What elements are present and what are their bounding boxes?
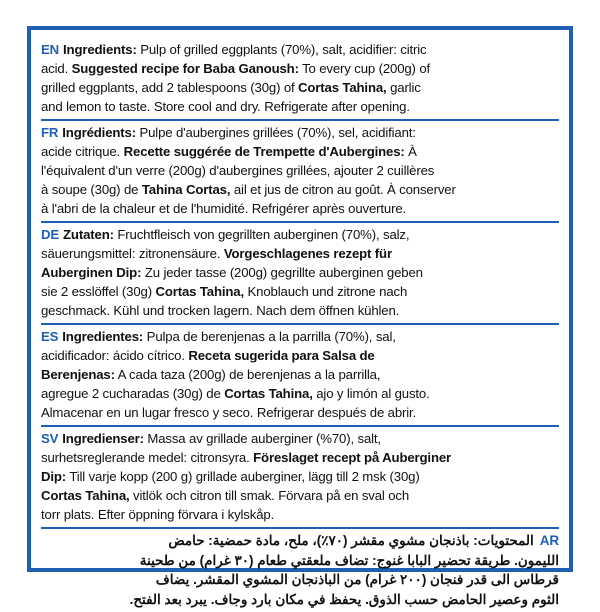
fr-line-1 <box>41 123 559 142</box>
es-bold: Receta sugerida para Salsa de <box>188 348 375 363</box>
language-code-ar: AR <box>539 533 559 548</box>
ar-text: الثوم وعصير الحامض حسب الذوق. يحفظ في مكان بارد وجاف. يبرد بعد الفتح. <box>129 591 559 607</box>
de-text: sie 2 esslöffel (30g) <box>41 284 156 299</box>
sv-bold: Ingredienser: <box>62 431 144 446</box>
section-fr <box>41 121 559 223</box>
de-line-2 <box>41 244 559 263</box>
sv-text: Massa av grillade auberginer (%70), salt, <box>143 431 381 446</box>
fr-text: à l'abri de la chaleur et de l'humidité. Refrigérer après ouverture. <box>41 201 407 216</box>
en-text: acid. <box>41 61 72 76</box>
sv-line-3 <box>41 467 559 486</box>
es-line-2 <box>41 346 559 365</box>
section-en <box>41 38 559 121</box>
sv-bold: Cortas Tahina, <box>41 488 130 503</box>
en-text: garlic <box>386 80 421 95</box>
section-sv <box>41 427 559 529</box>
sv-line-5 <box>41 505 559 524</box>
language-code-fr: FR <box>41 125 59 140</box>
en-line-3 <box>41 78 559 97</box>
fr-line-5 <box>41 199 559 218</box>
fr-bold: Ingrédients: <box>62 125 136 140</box>
es-text: A cada taza (200g) de berenjenas a la parrilla, <box>114 367 381 382</box>
fr-text: ail et jus de citron au goût. À conserver <box>230 182 456 197</box>
de-line-5 <box>41 301 559 320</box>
language-code-de: DE <box>41 227 60 242</box>
es-line-1 <box>41 327 559 346</box>
sv-line-1 <box>41 429 559 448</box>
en-text: Pulp of grilled eggplants (70%), salt, acidifier: citric <box>136 42 427 57</box>
en-bold: Suggested recipe for Baba Ganoush: <box>71 61 299 76</box>
es-bold: Berenjenas: <box>41 367 115 382</box>
fr-text: acide citrique. <box>41 144 124 159</box>
fr-text: à soupe (30g) de <box>41 182 142 197</box>
es-text: ajo y limón al gusto. <box>312 386 430 401</box>
sv-text: Till varje kopp (200 g) grillade auberginer, lägg till 2 msk (30g) <box>66 469 420 484</box>
es-text: acidificador: ácido cítrico. <box>41 348 189 363</box>
ingredients-content <box>41 38 559 607</box>
language-code-es: ES <box>41 329 59 344</box>
en-text: and lemon to taste. Store cool and dry. Refrigerate after opening. <box>41 99 410 114</box>
de-text: säuerungsmittel: zitronensäure. <box>41 246 224 261</box>
sv-bold: Föreslaget recept på Auberginer <box>253 450 452 465</box>
es-bold: Ingredientes: <box>62 329 144 344</box>
es-bold: Cortas Tahina, <box>224 386 313 401</box>
es-text: Pulpa de berenjenas a la parrilla (70%), sal, <box>143 329 396 344</box>
ar-text: قرطاس الى قدر فنجان (٢٠٠ غرام) من الباذنجان المشوي المقشر. يضاف <box>155 572 559 587</box>
de-text: Knoblauch und zitrone nach <box>244 284 408 299</box>
de-text: geschmack. Kühl und trocken lagern. Nach dem öffnen kühlen. <box>41 303 400 318</box>
en-line-2 <box>41 59 559 78</box>
en-bold: Cortas Tahina, <box>298 80 387 95</box>
de-bold: Cortas Tahina, <box>155 284 245 299</box>
fr-text: l'équivalent d'un verre (200g) d'aubergines grillées, ajouter 2 cuillères <box>41 163 435 178</box>
fr-bold: Tahina Cortas, <box>141 182 231 197</box>
es-line-4 <box>41 384 559 403</box>
fr-line-2 <box>41 142 559 161</box>
de-line-4 <box>41 282 559 301</box>
de-bold: Vorgeschlagenes rezept für <box>223 246 392 261</box>
de-line-3 <box>41 263 559 282</box>
language-code-sv: SV <box>41 431 59 446</box>
es-text: agregue 2 cucharadas (30g) de <box>41 386 225 401</box>
section-de <box>41 223 559 325</box>
ar-line-4 <box>41 590 559 610</box>
fr-line-4 <box>41 180 559 199</box>
en-line-1 <box>41 40 559 59</box>
label-frame <box>27 26 573 607</box>
en-text: To every cup (200g) of <box>298 61 431 76</box>
sv-bold: Dip: <box>41 469 67 484</box>
ar-text: المحتويات: باذنجان مشوي مقشر (٧٠٪)، ملح، مادة حمضية: حامض <box>168 533 534 548</box>
fr-line-3 <box>41 161 559 180</box>
de-text: Fruchtfleisch von gegrillten auberginen (70%), salz, <box>113 227 410 242</box>
ar-line-3 <box>41 570 559 590</box>
ar-text: الليمون. طريقة تحضير البابا غنوج: تضاف ملعقتي طعام (٣٠ غرام) من طحينة <box>139 552 559 568</box>
ar-line-2 <box>41 551 559 571</box>
sv-line-4 <box>41 486 559 505</box>
es-line-3 <box>41 365 559 384</box>
de-line-1 <box>41 225 559 244</box>
sv-line-2 <box>41 448 559 467</box>
sv-text: surhetsreglerande medel: citronsyra. <box>41 450 254 465</box>
es-text: Almacenar en un lugar fresco y seco. Refrigerar después de abrir. <box>41 405 417 420</box>
language-code-en: EN <box>41 42 60 57</box>
en-line-4 <box>41 97 559 116</box>
fr-bold: Recette suggérée de Trempette d'Aubergines: <box>123 144 405 159</box>
fr-text: Pulpe d'aubergines grillées (70%), sel, acidifiant: <box>135 125 416 140</box>
sv-text: vitlök och citron till smak. Förvara på en sval och <box>129 488 410 503</box>
en-bold: Ingredients: <box>63 42 137 57</box>
sv-text: torr plats. Efter öppning förvara i kylskåp. <box>41 507 275 522</box>
es-line-5 <box>41 403 559 422</box>
en-text: grilled eggplants, add 2 tablespoons (30g) of <box>41 80 299 95</box>
de-bold: Auberginen Dip: <box>41 265 142 280</box>
fr-text: À <box>404 144 417 159</box>
de-bold: Zutaten: <box>63 227 114 242</box>
ar-line-1 <box>41 531 559 551</box>
section-es <box>41 325 559 427</box>
de-text: Zu jeder tasse (200g) gegrillte auberginen geben <box>141 265 423 280</box>
